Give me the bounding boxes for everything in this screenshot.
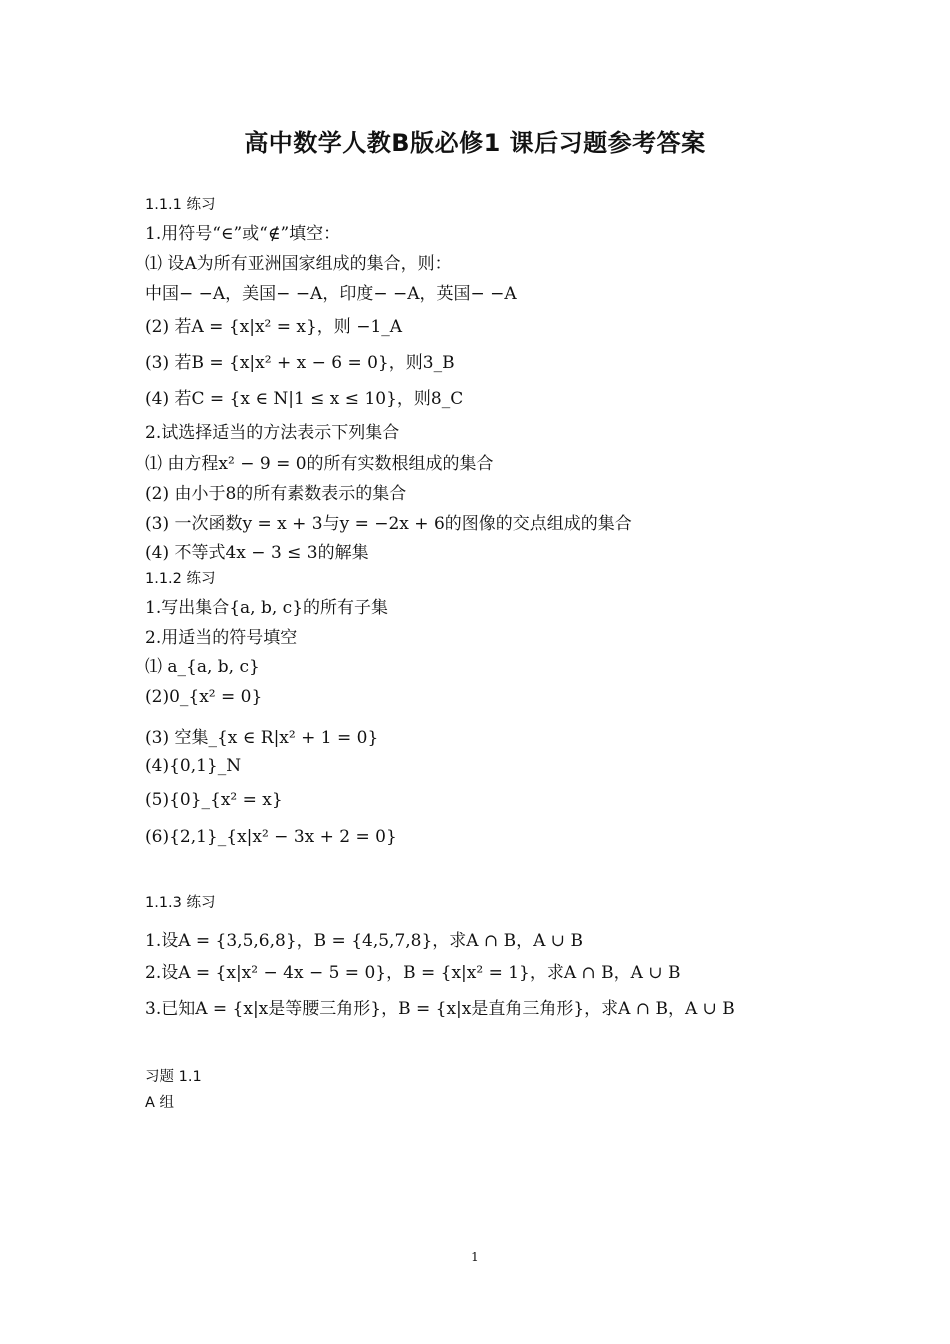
section-heading-1-1-3: 1.1.3 练习 <box>145 895 216 911</box>
exercise-line: 中国− −A，美国− −A，印度− −A，英国− −A <box>145 284 517 304</box>
exercise-line: (2) 若A = {x|x² = x}，则 −1_A <box>145 317 403 337</box>
exercise-line: (3) 空集_{x ∈ R|x² + 1 = 0} <box>145 728 379 748</box>
exercise-line: 2.设A = {x|x² − 4x − 5 = 0}，B = {x|x² = 1}，求A ∩ B，A ∪ B <box>145 963 681 983</box>
section-heading-1-1-1: 1.1.1 练习 <box>145 197 216 213</box>
exercise-line: (3) 若B = {x|x² + x − 6 = 0}，则3_B <box>145 353 455 373</box>
document-title: 高中数学人教B版必修1 课后习题参考答案 <box>244 129 706 157</box>
exercise-line: ⑴ 由方程x² − 9 = 0的所有实数根组成的集合 <box>145 454 494 474</box>
exercise-line: (5){0}_{x² = x} <box>145 790 283 810</box>
exercise-line: (4) 不等式4x − 3 ≤ 3的解集 <box>145 543 369 563</box>
exercise-line: ⑴ 设A为所有亚洲国家组成的集合，则： <box>145 254 452 274</box>
exercise-line: (4) 若C = {x ∈ N|1 ≤ x ≤ 10}，则8_C <box>145 389 464 409</box>
exercise-line: (3) 一次函数y = x + 3与y = −2x + 6的图像的交点组成的集合 <box>145 514 632 534</box>
exercise-line: 1.写出集合{a, b, c}的所有子集 <box>145 598 389 618</box>
exercise-line: 1.设A = {3,5,6,8}，B = {4,5,7,8}，求A ∩ B，A ∪ B <box>145 931 583 951</box>
section-heading-exercises-1-1: 习题 1.1 <box>145 1069 202 1085</box>
exercise-line: (2) 由小于8的所有素数表示的集合 <box>145 484 407 504</box>
exercise-line: 2.试选择适当的方法表示下列集合 <box>145 423 400 443</box>
exercise-line: (2)0_{x² = 0} <box>145 687 263 707</box>
exercise-line: (4){0,1}_N <box>145 756 242 776</box>
section-heading-group-a: A 组 <box>145 1095 175 1111</box>
exercise-line: 3.已知A = {x|x是等腰三角形}，B = {x|x是直角三角形}，求A ∩ B，A ∪ B <box>145 999 735 1019</box>
exercise-line: (6){2,1}_{x|x² − 3x + 2 = 0} <box>145 827 397 847</box>
exercise-line: ⑴ a_{a, b, c} <box>145 657 260 677</box>
exercise-line: 2.用适当的符号填空 <box>145 628 298 648</box>
section-heading-1-1-2: 1.1.2 练习 <box>145 571 216 587</box>
page-number: 1 <box>471 1250 479 1264</box>
exercise-line: 1.用符号“∈”或“∉”填空： <box>145 224 341 244</box>
